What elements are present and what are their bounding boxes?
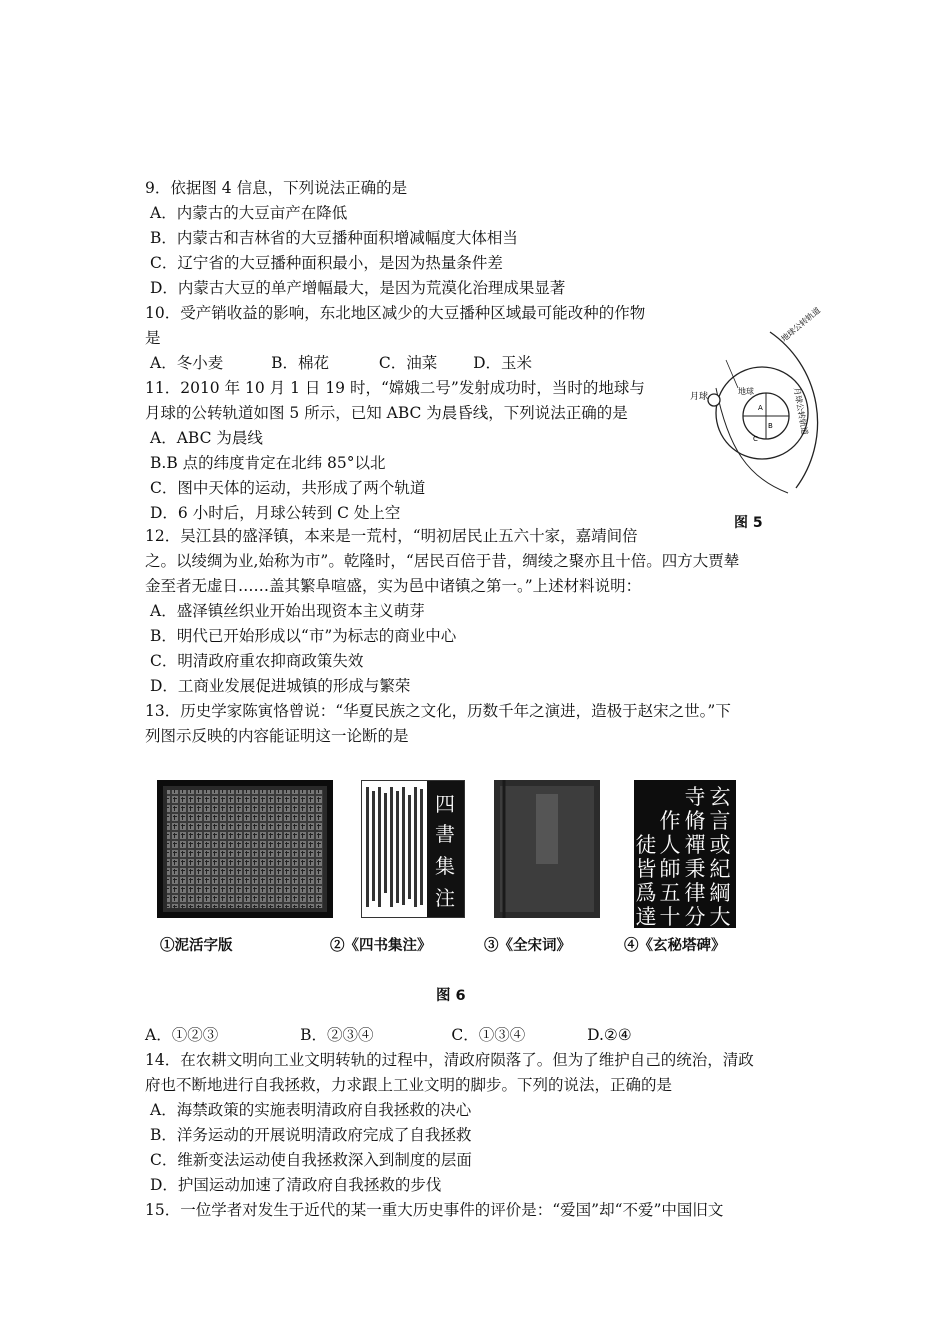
q11-stem-line2: 月球的公转轨道如图 5 所示，已知 ABC 为晨昏线，下列说法正确的是 — [145, 404, 628, 422]
svg-text:人: 人 — [659, 833, 681, 857]
q12-stem-line2: 之。以绫绸为业,始称为市”。乾隆时，“居民百倍于昔，绸绫之聚亦且十倍。四方大贾辇 — [145, 552, 740, 570]
q13-option-d: D.②④ — [587, 1026, 632, 1044]
svg-text:分: 分 — [684, 905, 706, 929]
svg-text:地球公转轨道: 地球公转轨道 — [779, 305, 823, 344]
svg-text:皆: 皆 — [635, 857, 657, 881]
q14-option-d: D．护国运动加速了清政府自我拯救的步伐 — [150, 1176, 442, 1194]
figure-6-label: 图 6 — [436, 988, 466, 1004]
svg-text:玄: 玄 — [709, 785, 731, 809]
svg-text:大: 大 — [709, 905, 731, 929]
earth-orbit-label — [779, 305, 822, 344]
q13-stem-line1: 13．历史学家陈寅恪曾说：“华夏民族之文化，历数千年之演进，造极于赵宋之世。”下 — [145, 702, 731, 720]
svg-text:C: C — [753, 435, 758, 443]
q12-stem-line1: 12．吴江县的盛泽镇，本来是一荒村，“明初居民止五六十家，嘉靖间倍 — [145, 527, 638, 545]
svg-text:脩: 脩 — [684, 809, 706, 833]
q12-option-d: D．工商业发展促进城镇的形成与繁荣 — [150, 677, 411, 695]
moon-icon — [708, 394, 720, 406]
figure-6-caption-2: ②《四书集注》 — [330, 937, 432, 954]
svg-text:作: 作 — [659, 809, 681, 833]
q13-option-c: C．①③④ — [451, 1026, 526, 1044]
svg-text:四: 四 — [435, 792, 455, 816]
four-books-commentary-image — [361, 780, 465, 918]
figure-5-orbit-diagram — [688, 305, 828, 498]
q13-stem-line2: 列图示反映的内容能证明这一论断的是 — [145, 727, 409, 745]
q12-stem-line3: 金至者无虚日……盖其繁阜喧盛，实为邑中诸镇之第一。”上述材料说明： — [145, 577, 642, 595]
svg-text:五: 五 — [659, 881, 681, 905]
xuanmi-pagoda-stele-image — [634, 780, 736, 928]
q9-option-c: C．辽宁省的大豆播种面积最小，是因为热量条件差 — [150, 254, 503, 272]
q10-option-d: D．玉米 — [473, 354, 533, 372]
q9-option-d: D．内蒙古大豆的单产增幅最大，是因为荒漠化治理成果显著 — [150, 279, 566, 297]
q13-option-a: A．①②③ — [145, 1026, 219, 1044]
q12-option-a: A．盛泽镇丝织业开始出现资本主义萌芽 — [150, 602, 425, 620]
svg-text:集: 集 — [435, 854, 455, 878]
svg-text:綱: 綱 — [709, 881, 731, 905]
figure-6-caption-3: ③《全宋词》 — [484, 937, 571, 954]
svg-text:B: B — [768, 422, 773, 430]
q10-option-b: B．棉花 — [271, 354, 329, 372]
q9-option-b: B．内蒙古和吉林省的大豆播种面积增减幅度大体相当 — [150, 229, 518, 247]
svg-text:秉: 秉 — [684, 857, 706, 881]
svg-text:爲: 爲 — [635, 881, 657, 905]
svg-text:或: 或 — [709, 833, 731, 857]
complete-song-ci-book-image — [494, 780, 600, 918]
q12-option-b: B．明代已开始形成以“市”为标志的商业中心 — [150, 627, 457, 645]
svg-text:書: 書 — [435, 822, 455, 846]
q10-stem-line1: 10．受产销收益的影响，东北地区减少的大豆播种区域最可能改种的作物 — [145, 304, 646, 322]
svg-text:寺: 寺 — [684, 785, 706, 809]
q11-option-b: B.B 点的纬度肯定在北纬 85°以北 — [150, 454, 386, 472]
q10-option-a: A．冬小麦 — [150, 354, 224, 372]
q14-stem-line2: 府也不断地进行自我拯救，力求跟上工业文明的脚步。下列的说法，正确的是 — [145, 1076, 673, 1094]
svg-text:十: 十 — [659, 905, 681, 929]
svg-text:徒: 徒 — [635, 833, 657, 857]
figure-5-caption: 图 5 — [734, 515, 763, 531]
q14-option-c: C．维新变法运动使自我拯救深入到制度的层面 — [150, 1151, 472, 1169]
q14-option-a: A．海禁政策的实施表明清政府自我拯救的决心 — [150, 1101, 472, 1119]
svg-text:紀: 紀 — [709, 857, 731, 881]
q11-option-a: A．ABC 为晨线 — [150, 429, 263, 447]
svg-text:月球公转轨道: 月球公转轨道 — [792, 386, 810, 436]
figure-6-caption-4: ④《玄秘塔碑》 — [624, 937, 726, 954]
q10-option-c: C．油菜 — [378, 354, 438, 372]
q11-option-d: D．6 小时后，月球公转到 C 处上空 — [150, 504, 401, 522]
clay-movable-type-image — [157, 780, 333, 918]
q11-stem-line1: 11．2010 年 10 月 1 日 19 时，“嫦娥二号”发射成功时，当时的地球与 — [145, 379, 645, 397]
svg-text:律: 律 — [684, 881, 706, 905]
q10-stem-line2: 是 — [145, 329, 161, 347]
q13-options — [145, 1023, 632, 1047]
q10-options — [150, 351, 532, 375]
q15-stem-line1: 15．一位学者对发生于近代的某一重大历史事件的评价是：“爱国”却“不爱”中国旧文 — [145, 1201, 724, 1219]
svg-text:師: 師 — [659, 857, 681, 881]
q12-option-c: C．明清政府重农抑商政策失效 — [150, 652, 364, 670]
q14-option-b: B．洋务运动的开展说明清政府完成了自我拯救 — [150, 1126, 472, 1144]
q14-stem-line1: 14．在农耕文明向工业文明转轨的过程中，清政府陨落了。但为了维护自己的统治，清政 — [145, 1051, 754, 1069]
svg-text:注: 注 — [435, 886, 455, 910]
svg-text:禪: 禪 — [684, 833, 706, 857]
q9-stem: 9．依据图 4 信息，下列说法正确的是 — [145, 179, 408, 197]
svg-text:A: A — [758, 404, 763, 412]
earth-label: 地球 — [738, 387, 754, 396]
q9-option-a: A．内蒙古的大豆亩产在降低 — [150, 204, 348, 222]
q13-option-b: B．②③④ — [300, 1026, 374, 1044]
figure-6-caption-1: ①泥活字版 — [160, 937, 233, 954]
q11-option-c: C．图中天体的运动，共形成了两个轨道 — [150, 479, 426, 497]
svg-text:言: 言 — [709, 809, 731, 833]
moon-label: 月球 — [690, 392, 709, 402]
svg-text:達: 達 — [635, 905, 657, 929]
